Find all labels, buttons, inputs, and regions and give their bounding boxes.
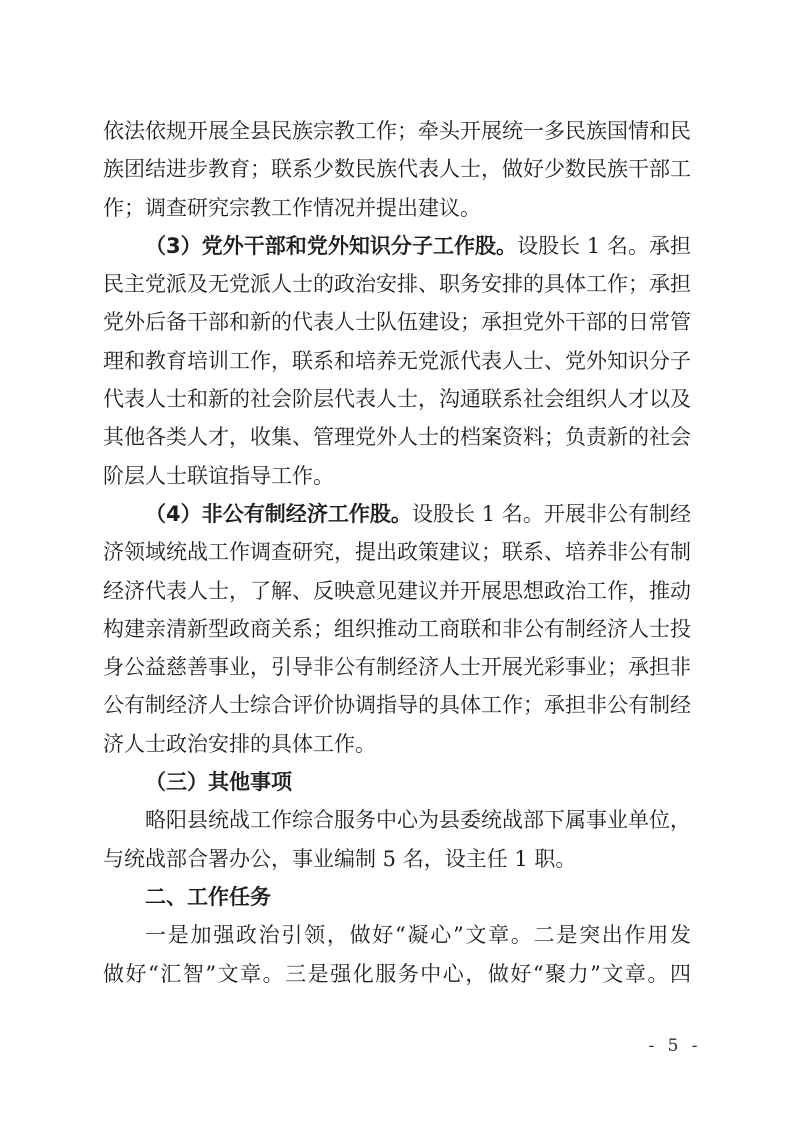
text-run: 略阳县统战工作综合服务中心为县委统战部下属事业单位，	[145, 808, 691, 833]
text-line	[103, 648, 691, 686]
text-line	[103, 878, 691, 916]
text-line	[103, 725, 691, 763]
text-run: 阶层人士联谊指导工作。	[103, 463, 334, 488]
text-line	[103, 916, 691, 954]
text-run: 身公益慈善事业，引导非公有制经济人士开展光彩事业；承担非	[103, 655, 691, 680]
bold-run: 二、工作任务	[145, 884, 271, 909]
text-run: 设股长 1 名。开展非公有制经	[411, 501, 691, 526]
text-run: 作；调查研究宗教工作情况并提出建议。	[103, 195, 481, 220]
text-run: 代表人士和新的社会阶层代表人士，沟通联系社会组织人才以及	[103, 387, 691, 412]
bold-run: （4）非公有制经济工作股。	[145, 501, 412, 526]
section-heading	[103, 878, 691, 916]
bold-run: （三）其他事项	[145, 770, 292, 795]
text-line	[103, 418, 691, 456]
text-run: 济人士政治安排的具体工作。	[103, 731, 376, 756]
text-line	[103, 610, 691, 648]
text-line	[103, 840, 691, 878]
paragraph	[103, 916, 691, 993]
text-line	[103, 303, 691, 341]
text-line	[103, 227, 691, 265]
text-line	[103, 533, 691, 571]
text-line	[103, 265, 691, 303]
text-line	[103, 495, 691, 533]
text-line	[103, 801, 691, 839]
page-number: - 5 -	[648, 1036, 702, 1056]
text-run: 构建亲清新型政商关系；组织推动工商联和非公有制经济人士投	[103, 616, 691, 641]
text-run: 济领域统战工作调查研究，提出政策建议；联系、培养非公有制	[103, 540, 691, 565]
text-run: 经济代表人士，了解、反映意见建议并开展思想政治工作，推动	[103, 578, 691, 603]
text-run: 依法依规开展全县民族宗教工作；牵头开展统一多民族国情和民	[103, 119, 691, 143]
text-run: 公有制经济人士综合评价协调指导的具体工作；承担非公有制经	[103, 693, 691, 718]
text-run: 与统战部合署办公，事业编制 5 名，设主任 1 职。	[103, 846, 577, 871]
text-run: 其他各类人才，收集、管理党外人士的档案资料；负责新的社会	[103, 425, 691, 450]
bold-run: （3）党外干部和党外知识分子工作股。	[145, 233, 518, 258]
document-body	[103, 112, 691, 993]
text-run: 一是加强政治引领，做好“凝心”文章。二是突出作用发	[145, 923, 691, 948]
paragraph	[103, 227, 691, 495]
text-line	[103, 150, 691, 188]
text-line	[103, 189, 691, 227]
text-line	[103, 457, 691, 495]
paragraph	[103, 495, 691, 763]
text-run: 民主党派及无党派人士的政治安排、职务安排的具体工作；承担	[103, 272, 691, 297]
text-line	[103, 763, 691, 801]
text-line	[103, 342, 691, 380]
paragraph	[103, 112, 691, 227]
text-line	[103, 380, 691, 418]
text-line	[103, 686, 691, 724]
section-heading	[103, 763, 691, 801]
text-run: 理和教育培训工作，联系和培养无党派代表人士、党外知识分子	[103, 348, 691, 373]
paragraph	[103, 801, 691, 878]
text-line	[103, 955, 691, 993]
text-line	[103, 572, 691, 610]
text-run: 族团结进步教育；联系少数民族代表人士，做好少数民族干部工	[103, 157, 691, 182]
text-run: 做好“汇智”文章。三是强化服务中心，做好“聚力”文章。四	[103, 961, 691, 986]
text-run: 党外后备干部和新的代表人士队伍建设；承担党外干部的日常管	[103, 310, 691, 335]
text-run: 设股长 1 名。承担	[517, 233, 691, 258]
text-line	[103, 112, 691, 150]
